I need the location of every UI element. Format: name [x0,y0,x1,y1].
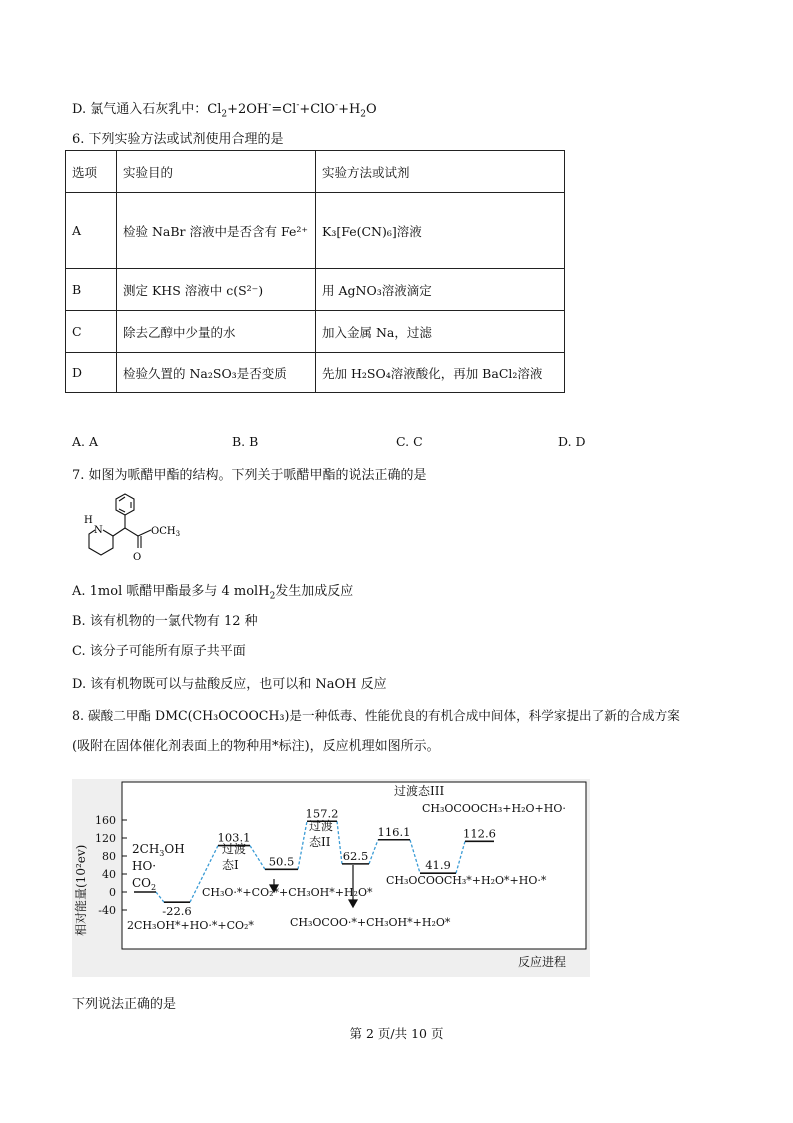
option-text-tail: 发生加成反应 [275,584,354,599]
row-c-method: 加入金属 Na，过滤 [316,311,565,353]
energy-value-label: -22.6 [162,904,192,919]
energy-value-label: 112.6 [463,826,496,841]
y-tick-label: 40 [102,868,116,881]
y-tick-label: 120 [95,832,116,845]
page-footer: 第 2 页/共 10 页 [349,1026,444,1041]
nitrogen-label: N [94,525,103,536]
y-tick-label: 160 [95,814,116,827]
q6-stem: 6. 下列实验方法或试剂使用合理的是 [72,132,284,147]
annotation-product: CH₃OCOOCH₃+H₂O+HO· [422,802,566,815]
choice-c: C. C [396,434,423,449]
annotation-ch3ocoo-state: CH₃OCOO·*+CH₃OH*+H₂O* [290,916,451,929]
annotation-ch3o-state: CH₃O·*+CO₂*+CH₃OH*+H₂O* [202,886,373,899]
methylphenidate-structure [72,484,182,570]
equation: $Cl_2+2OH^-=Cl^-+ClO^-+H_2O$ [207,100,377,120]
y-tick-label: 80 [102,850,116,863]
energy-value-label: 157.2 [305,806,339,821]
q8-prompt: 下列说法正确的是 [72,997,177,1012]
energy-value-label: 116.1 [377,824,411,839]
annotation-ts1-a: 过渡 [222,842,247,856]
q7-option-c: C. 该分子可能所有原子共平面 [72,644,246,659]
energy-value-label: 41.9 [425,858,451,873]
q7-stem: 7. 如图为哌醋甲酯的结构。下列关于哌醋甲酯的说法正确的是 [72,468,427,483]
row-a-method: K₃[Fe(CN)₆]溶液 [316,193,565,269]
q7-option-d: D. 该有机物既可以与盐酸反应，也可以和 NaOH 反应 [72,677,387,692]
annotation-initial-adsorbed: 2CH₃OH*+HO·*+CO₂* [127,919,254,932]
row-d-purpose: 检验久置的 Na₂SO₃是否变质 [117,353,316,393]
x-axis-label: 反应进程 [518,955,567,969]
annotation-ts3: 过渡态III [394,784,445,798]
q7-option-b: B. 该有机物的一氯代物有 12 种 [72,614,258,629]
energy-value-label: 62.5 [342,848,369,863]
energy-profile-chart [72,779,590,977]
row-b-method: 用 AgNO₃溶液滴定 [316,269,565,311]
row-d-option: D [66,353,117,393]
y-tick-label: 0 [109,886,116,899]
header-purpose: 实验目的 [117,151,316,193]
y-axis-label: 相对能量(10²ev) [74,844,88,936]
energy-value-label: 50.5 [268,854,295,869]
q6-table [65,150,565,393]
row-b-option: B [66,269,117,311]
annotation-2ch3oh: $2CH_3OH$ [132,842,185,858]
header-method: 实验方法或试剂 [316,151,565,193]
q8-stem-line1: 8. 碳酸二甲酯 DMC(CH₃OCOOCH₃)是一种低毒、性能优良的有机合成中间体，科学家提出了新的合成方案 [72,708,680,723]
annotation-ts2-b: 态II [309,835,331,849]
annotation-co2: $CO_2$ [132,876,157,892]
q7-option-a: A. 1mol 哌醋甲酯最多与 4 molH$_2$发生加成反应 [72,584,354,602]
header-option: 选项 [66,151,117,193]
row-a-purpose: 检验 NaBr 溶液中是否含有 Fe²⁺ [117,193,316,269]
hydrogen-label: H [84,515,93,526]
annotation-ho: HO· [132,859,157,873]
row-c-option: C [66,311,117,353]
choice-b: B. B [232,434,259,449]
energy-value-label: 103.1 [217,830,251,845]
option-text: 氯气通入石灰乳中： [90,102,208,117]
choice-d: D. D [558,434,586,449]
q8-stem-line2: (吸附在固体催化剂表面上的物种用*标注)，反应机理如图所示。 [72,739,440,754]
choice-a: A. A [72,434,99,449]
option-text: A. 1mol 哌醋甲酯最多与 4 molH [72,584,270,599]
option-d-chlorine [72,98,377,120]
y-tick-label: -40 [98,904,116,917]
option-letter: D. [72,102,87,117]
row-c-purpose: 除去乙醇中少量的水 [117,311,316,353]
row-d-method: 先加 H₂SO₄溶液酸化，再加 BaCl₂溶液 [316,353,565,393]
annotation-dmc-adsorbed: CH₃OCOOCH₃*+H₂O*+HO·* [386,874,547,887]
annotation-ts1-b: 态I [222,858,239,872]
row-a-option: A [66,193,117,269]
row-b-purpose: 测定 KHS 溶液中 c(S²⁻) [117,269,316,311]
annotation-ts2-a: 过渡 [309,819,334,833]
methoxy-label: $OCH_3$ [151,526,181,538]
oxygen-label: O [133,552,142,563]
